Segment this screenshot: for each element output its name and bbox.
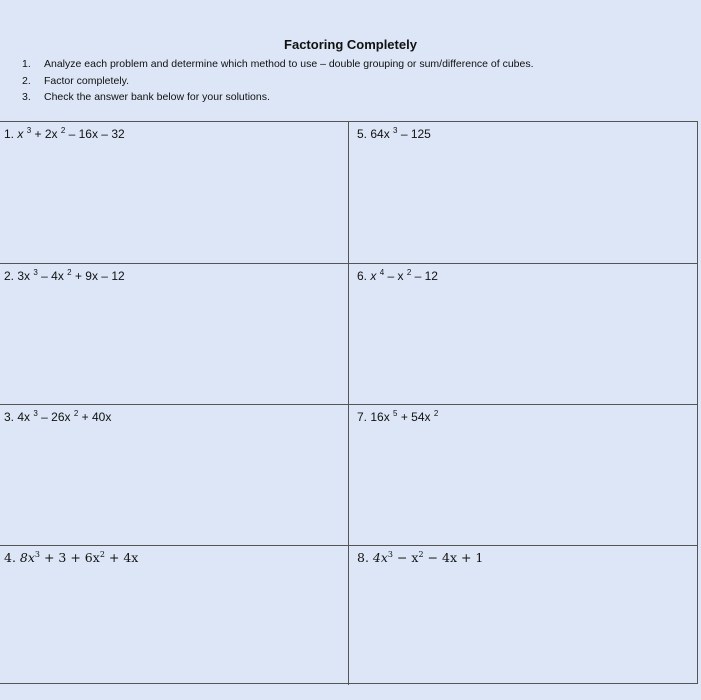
problem-1-cell	[0, 122, 349, 263]
worksheet-title: Factoring Completely	[284, 37, 417, 52]
problem-5-cell	[348, 122, 697, 263]
problem-7-cell	[348, 404, 697, 545]
instructions-list	[22, 56, 534, 106]
instruction-number: 1.	[22, 58, 31, 70]
problem-7-label: 7. 16x $^5$ + 54x $^2$	[357, 409, 439, 424]
problem-2-cell	[0, 263, 349, 404]
problem-3-cell	[0, 404, 349, 545]
instruction-text: Analyze each problem and determine which method to use – double grouping or sum/difference of cubes.	[44, 58, 534, 70]
problem-8-cell	[348, 545, 697, 685]
instruction-number: 3.	[22, 91, 31, 103]
instruction-item	[22, 73, 534, 90]
instruction-number: 2.	[22, 74, 31, 87]
problem-3-label: 3. 4x $^3$ – 26x $^2$ + 40x	[4, 409, 112, 424]
problem-1-label: 1. x $^3$ + 2x $^2$ – 16x – 32	[4, 126, 125, 141]
instruction-item	[22, 56, 534, 73]
instruction-text: Factor completely.	[44, 74, 129, 87]
problem-4-label: 4. $8x^3 + 3 + 6x^2 + 4x$	[4, 550, 139, 566]
problem-grid	[0, 121, 698, 684]
problem-6-cell	[348, 263, 697, 404]
instruction-text: Check the answer bank below for your solutions.	[44, 91, 270, 103]
problem-4-cell	[0, 545, 349, 685]
problem-2-label: 2. 3x $^3$ – 4x $^2$ + 9x – 12	[4, 268, 125, 283]
problem-8-label: 8. $4x^3 - x^2 - 4x + 1$	[357, 550, 484, 566]
problem-6-label: 6. x $^4$ – x $^2$ – 12	[357, 268, 438, 283]
problem-5-label: 5. 64x $^3$ – 125	[357, 126, 431, 141]
instruction-item	[22, 89, 534, 106]
